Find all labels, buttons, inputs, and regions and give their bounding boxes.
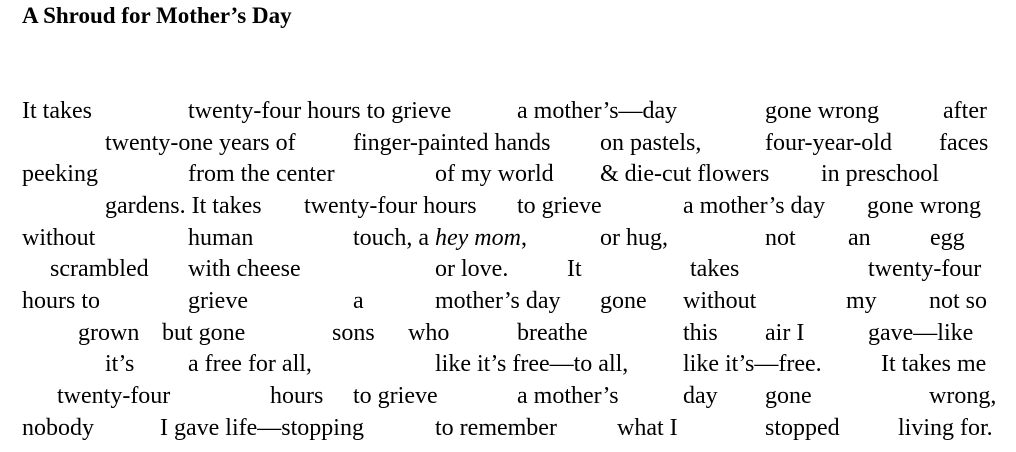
poem-phrase: not xyxy=(765,225,796,251)
poem-phrase: It xyxy=(567,256,582,282)
poem-phrase: four-year-old xyxy=(765,130,892,156)
poem-phrase: in preschool xyxy=(821,161,939,187)
poem-phrase: day xyxy=(683,383,718,409)
poem-phrase: from the center xyxy=(188,161,335,187)
poem-phrase: or hug, xyxy=(600,225,668,251)
poem-phrase: without xyxy=(683,288,757,314)
poem-phrase: gone wrong xyxy=(765,98,879,124)
poem-phrase: a xyxy=(353,288,364,314)
poem-phrase: like it’s free—to all, xyxy=(435,351,629,377)
poem-phrase: It takes xyxy=(22,98,92,124)
poem-phrase: without xyxy=(22,225,96,251)
poem-line xyxy=(0,128,1016,158)
poem-phrase: grown xyxy=(78,320,140,346)
poem-line xyxy=(0,413,1016,443)
hey-mom-italic: hey mom xyxy=(434,225,521,251)
poem-phrase: gone wrong xyxy=(867,193,981,219)
poem-phrase: to remember xyxy=(435,415,557,441)
poem-phrase: to grieve xyxy=(517,193,602,219)
poem-phrase: takes xyxy=(690,256,740,282)
poem-phrase: mother’s day xyxy=(435,288,561,314)
poem-phrase: twenty-four hours to grieve xyxy=(188,98,452,124)
poem-phrase: hours to xyxy=(22,288,100,314)
poem-line xyxy=(0,318,1016,348)
poem-phrase: gave—like xyxy=(868,320,974,346)
poem-phrase: on pastels, xyxy=(600,130,702,156)
poem-phrase: hours xyxy=(270,383,324,409)
poem-phrase: like it’s—free. xyxy=(683,351,822,377)
poem-line xyxy=(0,349,1016,379)
poem-phrase: gardens. It takes xyxy=(105,193,262,219)
poem-phrase: gone xyxy=(765,383,812,409)
poem-line xyxy=(0,191,1016,221)
poem-phrase: who xyxy=(408,320,450,346)
poem-phrase: this xyxy=(683,320,718,346)
poem-phrase: scrambled xyxy=(50,256,149,282)
poem-phrase: of my world xyxy=(435,161,554,187)
poem-phrase: living for. xyxy=(898,415,993,441)
poem-phrase: twenty-one years of xyxy=(105,130,296,156)
poem-phrase: an xyxy=(848,225,871,251)
poem-phrase: what I xyxy=(617,415,678,441)
poem-line xyxy=(0,254,1016,284)
poem-phrase: twenty-four xyxy=(868,256,982,282)
poem-phrase: a free for all, xyxy=(188,351,312,377)
poem-phrase: a mother’s xyxy=(517,383,619,409)
poem-phrase: twenty-four hours xyxy=(304,193,477,219)
poem-phrase: grieve xyxy=(188,288,248,314)
poem-phrase: sons xyxy=(332,320,375,346)
poem-phrase: twenty-four xyxy=(57,383,171,409)
poem-phrase: with cheese xyxy=(188,256,301,282)
poem-phrase: a mother’s—day xyxy=(517,98,678,124)
poem-line xyxy=(0,223,1016,253)
poem-phrase: egg xyxy=(930,225,965,251)
poem-phrase: to grieve xyxy=(353,383,438,409)
poem-phrase: nobody xyxy=(22,415,94,441)
poem-line xyxy=(0,381,1016,411)
poem-phrase: peeking xyxy=(22,161,98,187)
poem-line xyxy=(0,159,1016,189)
poem-phrase: finger-painted hands xyxy=(353,130,551,156)
poem-phrase: it’s xyxy=(105,351,135,377)
poem-phrase: a mother’s day xyxy=(683,193,826,219)
poem-line xyxy=(0,286,1016,316)
poem-phrase: gone xyxy=(600,288,647,314)
poem-phrase: but gone xyxy=(162,320,246,346)
poem-phrase: air I xyxy=(765,320,805,346)
poem-phrase: wrong, xyxy=(929,383,997,409)
poem-title: A Shroud for Mother’s Day xyxy=(22,3,292,28)
poem-phrase: & die-cut flowers xyxy=(600,161,770,187)
poem-phrase: breathe xyxy=(517,320,588,346)
poem-phrase: faces xyxy=(939,130,989,156)
poem-phrase: my xyxy=(846,288,877,314)
poem-phrase: not so xyxy=(929,288,988,314)
poem-phrase: It takes me xyxy=(881,351,987,377)
poem-phrase: stopped xyxy=(765,415,840,441)
poem-phrase: or love. xyxy=(435,256,509,282)
poem-phrase: human xyxy=(188,225,254,251)
poem-line xyxy=(0,96,1016,126)
poem-phrase: after xyxy=(943,98,987,124)
poem-phrase: I gave life—stopping xyxy=(160,415,364,441)
poem-phrase: touch, a hey mom, xyxy=(353,225,527,251)
